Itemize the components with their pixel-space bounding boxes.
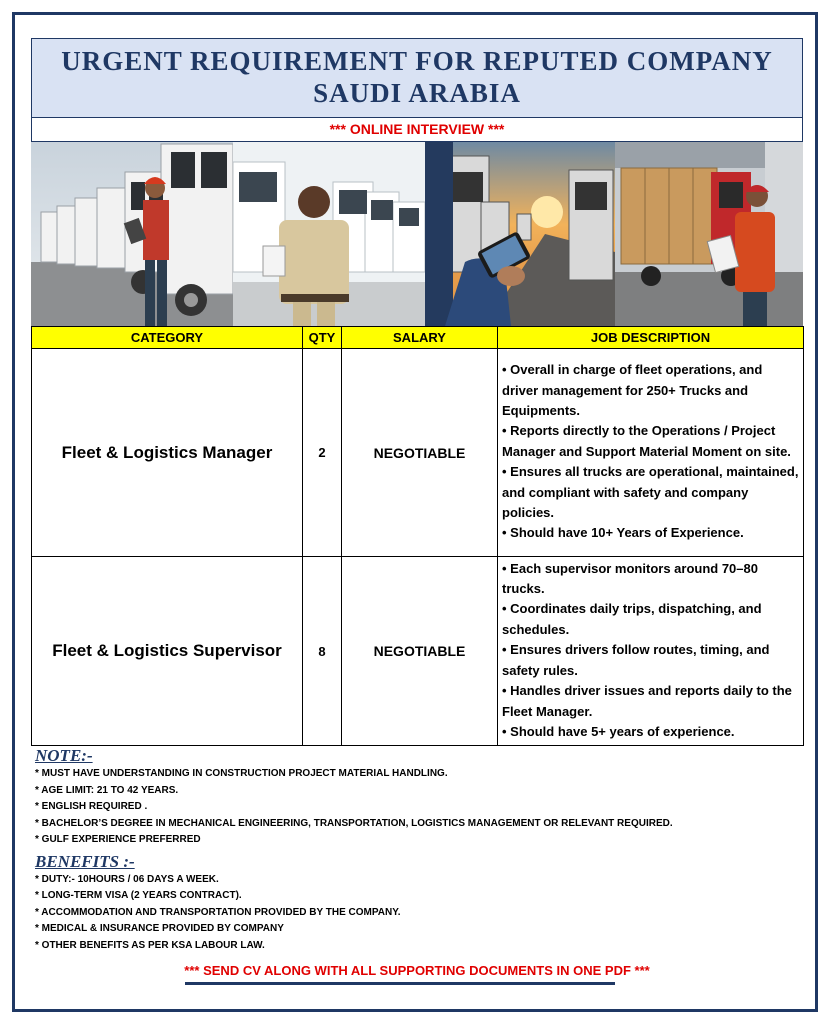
photo-strip [31, 142, 803, 326]
job-duty: • Ensures all trucks are operational, maintained, and compliant with safety and company policies. [502, 464, 799, 521]
footer-underline [185, 982, 615, 985]
benefit-item: * LONG-TERM VISA (2 YEARS CONTRACT). [35, 890, 242, 901]
job-qty: 2 [303, 349, 342, 557]
job-duty: • Each supervisor monitors around 70–80 trucks. [502, 560, 758, 597]
apply-instructions: *** SEND CV ALONG WITH ALL SUPPORTING DOCUMENTS IN ONE PDF *** [184, 963, 650, 978]
col-category-header: CATEGORY [32, 327, 303, 349]
note-item: * AGE LIMIT: 21 TO 42 YEARS. [35, 784, 179, 796]
col-qty-header: QTY [303, 327, 342, 349]
note-item: * GULF EXPERIENCE PREFERRED [35, 834, 201, 845]
job-salary: NEGOTIABLE [342, 557, 498, 746]
photo-truck-row [31, 142, 233, 326]
job-duty: • Reports directly to the Operations / Project Manager and Support Material Moment on site. [502, 423, 791, 459]
benefit-item: * DUTY:- 10HOURS / 06 DAYS A WEEK. [35, 873, 219, 885]
job-table [31, 326, 804, 746]
table-row [32, 557, 804, 746]
job-duty: • Ensures drivers follow routes, timing, and safety rules. [502, 642, 770, 678]
job-duty: • Handles driver issues and reports daily to the Fleet Manager. [502, 683, 792, 719]
job-category: Fleet & Logistics Manager [32, 349, 303, 557]
benefits-title: BENEFITS :- [35, 851, 135, 871]
interview-type: *** ONLINE INTERVIEW *** [31, 118, 803, 142]
job-table-header [32, 327, 804, 349]
benefit-item: * MEDICAL & INSURANCE PROVIDED BY COMPANY [35, 923, 284, 934]
poster-title: URGENT REQUIREMENT FOR REPUTED COMPANY [61, 46, 773, 76]
poster-header [31, 38, 803, 118]
photo-tablet-highway [425, 142, 615, 326]
col-description-header: JOB DESCRIPTION [498, 327, 804, 349]
note-item: * ENGLISH REQUIRED . [35, 801, 148, 812]
job-duty: • Should have 5+ years of experience. [502, 723, 735, 739]
job-duty: • Should have 10+ Years of Experience. [502, 525, 744, 541]
job-description [498, 557, 804, 746]
note-item: * BACHELOR’S DEGREE IN MECHANICAL ENGINEERING, TRANSPORTATION, LOGISTICS MANAGEMENT OR RELEVANT REQUIRED. [35, 817, 673, 829]
job-duty: • Overall in charge of fleet operations, and driver management for 250+ Trucks and Equipments. [502, 362, 763, 418]
col-salary-header: SALARY [342, 327, 498, 349]
job-description [498, 349, 804, 557]
job-salary: NEGOTIABLE [342, 349, 498, 557]
benefit-item: * ACCOMMODATION AND TRANSPORTATION PROVIDED BY THE COMPANY. [35, 906, 401, 918]
table-row [32, 349, 804, 557]
note-title: NOTE:- [35, 746, 93, 765]
job-category: Fleet & Logistics Supervisor [32, 557, 303, 746]
notes-section [35, 746, 795, 954]
photo-cargo-inspector [615, 142, 803, 326]
job-qty: 8 [303, 557, 342, 746]
note-item: * MUST HAVE UNDERSTANDING IN CONSTRUCTION PROJECT MATERIAL HANDLING. [35, 768, 448, 779]
job-duty: • Coordinates daily trips, dispatching, and schedules. [502, 601, 762, 637]
poster-country: SAUDI ARABIA [313, 78, 521, 108]
benefit-item: * OTHER BENEFITS AS PER KSA LABOUR LAW. [35, 939, 265, 951]
photo-fleet-manager [233, 142, 425, 326]
